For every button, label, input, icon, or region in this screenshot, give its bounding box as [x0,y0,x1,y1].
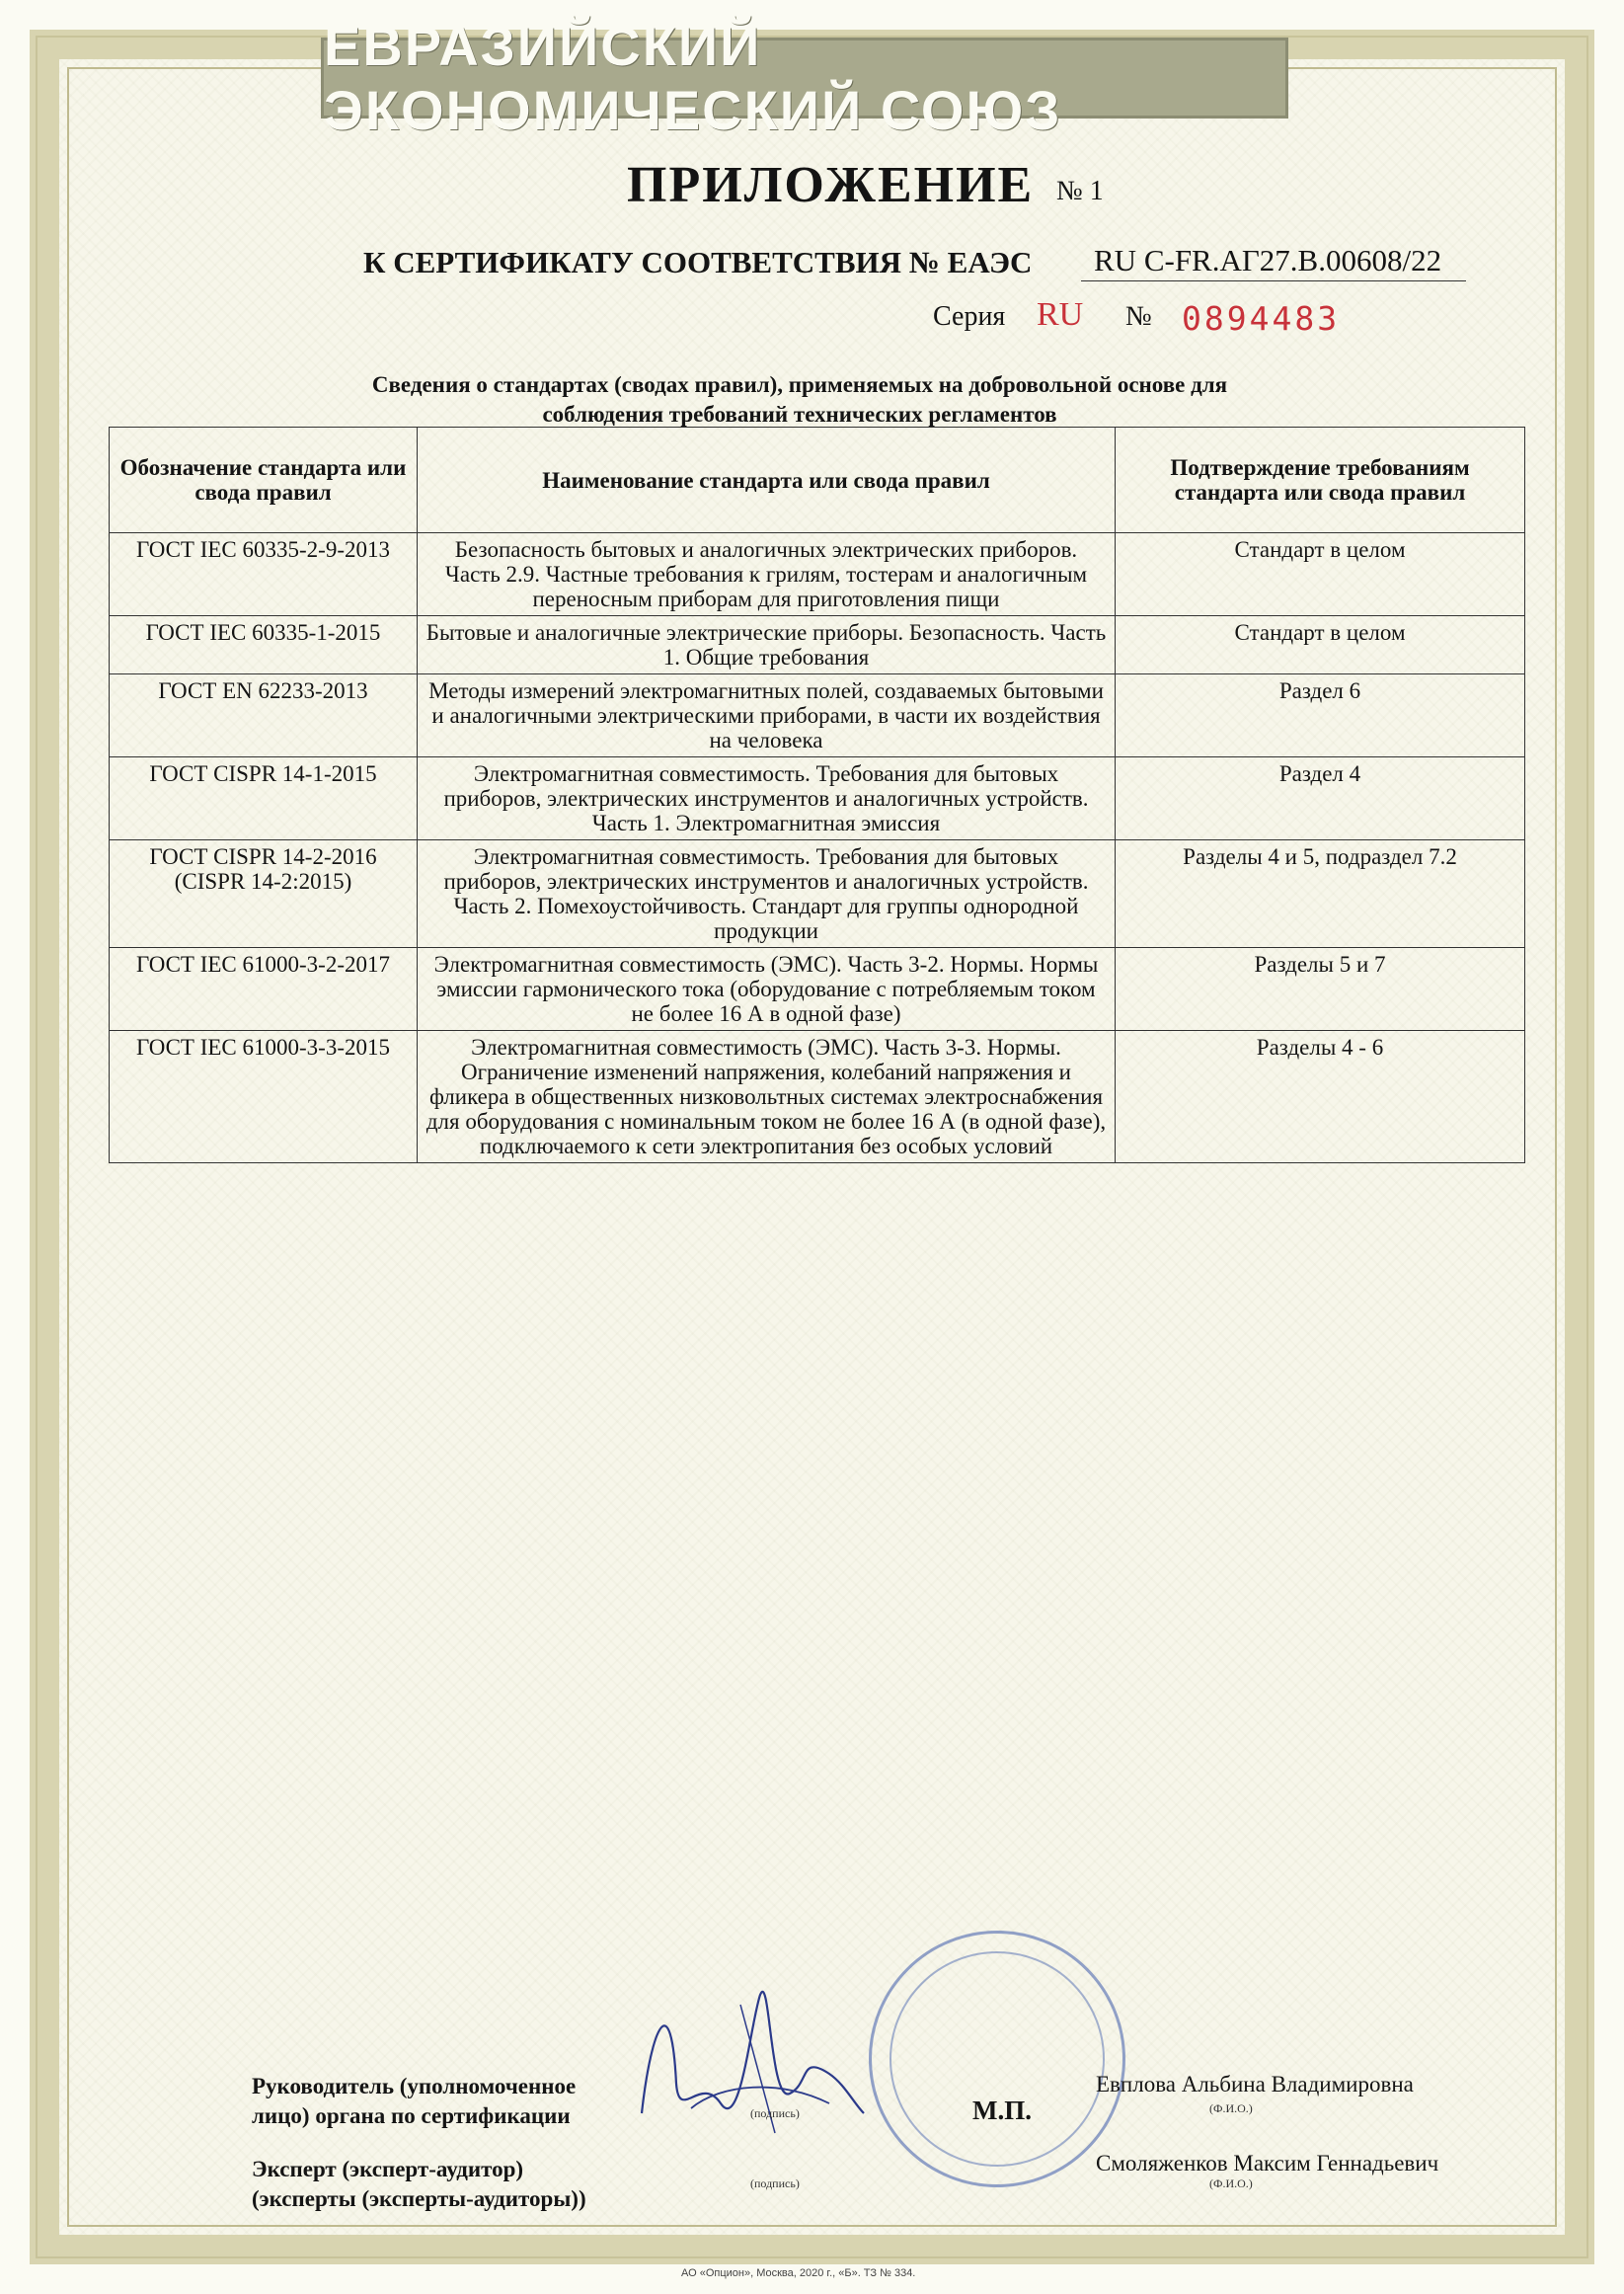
certification-body-stamp [869,1931,1125,2187]
signature-caption-1: (подпись) [750,2106,800,2120]
series-label: Серия [933,301,1006,332]
standards-table [109,427,1525,1163]
certificate-label: К СЕРТИФИКАТУ СООТВЕТСТВИЯ № ЕАЭС [363,245,1033,279]
form-number-label: № [1125,301,1152,332]
series-value: RU [1037,296,1084,333]
intro-line-1: Сведения о стандартах (сводах правил), применяемых на добровольной основе для [371,372,1228,397]
expert-label: Эксперт (эксперт-аудитор) (эксперты (эксперты-аудиторы)) [252,2157,586,2211]
standard-code: ГОСТ EN 62233-2013 [110,674,418,757]
signature-caption-2: (подпись) [750,2176,800,2190]
table-row [110,757,1525,840]
head-of-body-name: Евплова Альбина Владимировна [1096,2072,1414,2096]
standard-scope: Стандарт в целом [1116,616,1525,674]
column-header-code: Обозначение стандарта или свода правил [110,428,418,533]
standard-name: Бытовые и аналогичные электрические приборы. Безопасность. Часть 1. Общие требования [418,616,1116,674]
standard-code: ГОСТ IEC 61000-3-2-2017 [110,948,418,1031]
certificate-number: RU C-FR.АГ27.В.00608/22 [1094,243,1442,277]
standard-scope: Разделы 5 и 7 [1116,948,1525,1031]
appendix-number: № 1 [1056,176,1104,206]
standard-scope: Разделы 4 и 5, подраздел 7.2 [1116,840,1525,948]
table-row [110,616,1525,674]
table-row [110,948,1525,1031]
standard-name: Электромагнитная совместимость. Требования для бытовых приборов, электрических инструментов и аналогичных устройств. Часть 2. Помехоустойчивость. Стандарт для группы однородной продукции [418,840,1116,948]
standard-code: ГОСТ IEC 60335-2-9-2013 [110,533,418,616]
name-caption-1: (Ф.И.О.) [1209,2101,1253,2115]
intro-line-2: соблюдения требований технических регламентов [542,402,1057,427]
table-row [110,840,1525,948]
intro-text [227,370,1372,430]
standard-name: Электромагнитная совместимость (ЭМС). Часть 3-2. Нормы. Нормы эмиссии гармонического тока (оборудование с потребляемым током не более 16 А в одной фазе) [418,948,1116,1031]
document-title: ПРИЛОЖЕНИЕ [627,157,1035,213]
column-header-scope: Подтверждение требованиям стандарта или свода правил [1116,428,1525,533]
standard-scope: Стандарт в целом [1116,533,1525,616]
standard-code: ГОСТ CISPR 14-2-2016 (CISPR 14-2:2015) [110,840,418,948]
stamp-place-mark: М.П. [972,2096,1032,2125]
standard-name: Безопасность бытовых и аналогичных электрических приборов. Часть 2.9. Частные требования к грилям, тостерам и аналогичным переносным приборам для приготовления пищи [418,533,1116,616]
standard-scope: Раздел 6 [1116,674,1525,757]
standard-name: Методы измерений электромагнитных полей, создаваемых бытовыми и аналогичными электрическими приборами, в части их воздействия на человека [418,674,1116,757]
table-row [110,533,1525,616]
head-of-body-label: Руководитель (уполномоченное лицо) органа по сертификации [252,2074,577,2128]
table-row [110,1031,1525,1163]
union-banner: ЕВРАЗИЙСКИЙ ЭКОНОМИЧЕСКИЙ СОЮЗ [321,38,1288,119]
certificate-number-underline [1081,280,1466,281]
printer-imprint: АО «Опцион», Москва, 2020 г., «Б». ТЗ № 334. [681,2267,916,2279]
name-caption-2: (Ф.И.О.) [1209,2176,1253,2190]
table-header-row [110,428,1525,533]
standard-code: ГОСТ IEC 61000-3-3-2015 [110,1031,418,1163]
standard-name: Электромагнитная совместимость. Требования для бытовых приборов, электрических инструментов и аналогичных устройств. Часть 1. Электромагнитная эмиссия [418,757,1116,840]
standard-code: ГОСТ CISPR 14-1-2015 [110,757,418,840]
form-number-value: 0894483 [1182,299,1341,338]
table-row [110,674,1525,757]
standard-scope: Разделы 4 - 6 [1116,1031,1525,1163]
expert-name: Смоляженков Максим Геннадьевич [1096,2151,1439,2175]
standard-code: ГОСТ IEC 60335-1-2015 [110,616,418,674]
column-header-name: Наименование стандарта или свода правил [418,428,1116,533]
standard-name: Электромагнитная совместимость (ЭМС). Часть 3-3. Нормы. Ограничение изменений напряжения, колебаний напряжения и фликера в общественных низковольтных системах электроснабжения для оборудования с номинальным током не более 16 А (в одной фазе), подключаемого к сети электропитания без особых условий [418,1031,1116,1163]
standard-scope: Раздел 4 [1116,757,1525,840]
